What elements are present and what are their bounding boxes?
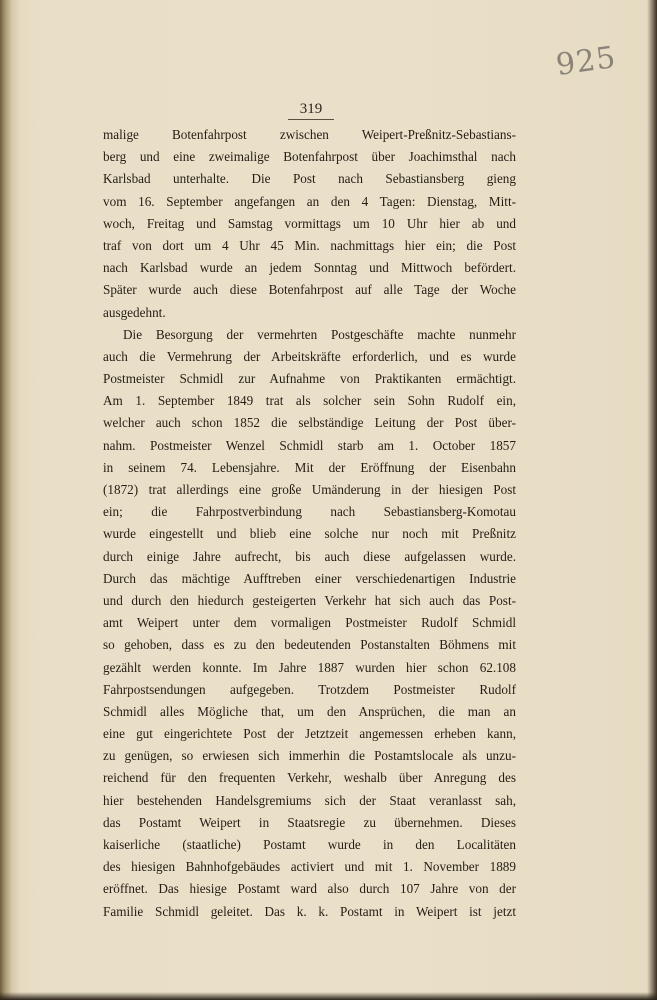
- text-line: berg und eine zweimalige Botenfahrpost über Joachimsthal nach: [103, 149, 516, 165]
- page-number-rule: [288, 119, 334, 120]
- text-line: zu genügen, so erwiesen sich immerhin die Postamtslocale als unzu-: [103, 748, 516, 764]
- text-line: ein; die Fahrpostverbindung nach Sebastiansberg-Komotau: [103, 504, 516, 520]
- text-line: wurde eingestellt und blieb eine solche nur noch mit Preßnitz: [103, 526, 516, 542]
- text-line: eröffnet. Das hiesige Postamt ward also durch 107 Jahre von der: [103, 881, 516, 897]
- text-line: auch die Vermehrung der Arbeitskräfte erforderlich, und es wurde: [103, 348, 516, 364]
- text-line: Fahrpostsendungen aufgegeben. Trotzdem Postmeister Rudolf: [103, 681, 516, 697]
- text-line: so gehoben, dass es zu den bedeutenden Postanstalten Böhmens mit: [103, 637, 516, 653]
- text-line: nach Karlsbad wurde an jedem Sonntag und Mittwoch befördert.: [103, 260, 516, 276]
- page-right-edge: [647, 0, 657, 1000]
- text-line: ausgedehnt.: [103, 304, 166, 320]
- text-line: hier bestehenden Handelsgremiums sich der Staat veranlasst sah,: [103, 792, 516, 808]
- page-bottom-edge: [0, 992, 657, 1000]
- text-line: Am 1. September 1849 trat als solcher sein Sohn Rudolf ein,: [103, 393, 516, 409]
- text-line: kaiserliche (staatliche) Postamt wurde in den Localitäten: [103, 837, 516, 852]
- text-line: Familie Schmidl geleitet. Das k. k. Postamt in Weipert ist jetzt: [103, 903, 516, 919]
- text-line: (1872) trat allerdings eine große Umänderung in der hiesigen Post: [103, 482, 516, 497]
- text-line: vom 16. September angefangen an den 4 Tagen: Dienstag, Mitt-: [103, 193, 516, 209]
- text-line: Schmidl alles Mögliche that, um den Ansprüchen, die man an: [103, 703, 516, 719]
- text-line: Durch das mächtige Aufftreben einer verschiedenartigen Industrie: [103, 570, 516, 586]
- text-line: und durch den hiedurch gesteigerten Verkehr hat sich auch das Post-: [103, 592, 516, 608]
- page-number: 319: [299, 101, 323, 117]
- text-line: woch, Freitag und Samstag vormittags um 10 Uhr hier ab und: [103, 215, 516, 231]
- text-line: amt Weipert unter dem vormaligen Postmeister Rudolf Schmidl: [103, 615, 516, 631]
- text-line: durch einige Jahre aufrecht, bis auch diese aufgelassen wurde.: [103, 548, 516, 564]
- text-line: des hiesigen Bahnhofgebäudes activiert und mit 1. November 1889: [103, 859, 516, 875]
- text-line: in seinem 74. Lebensjahre. Mit der Eröffnung der Eisenbahn: [103, 459, 516, 475]
- text-line: Postmeister Schmidl zur Aufnahme von Praktikanten ermächtigt.: [103, 371, 516, 387]
- text-line: Die Besorgung der vermehrten Postgeschäfte machte nunmehr: [123, 326, 516, 342]
- text-line: Später wurde auch diese Botenfahrpost auf alle Tage der Woche: [103, 282, 516, 298]
- text-line: reichend für den frequenten Verkehr, weshalb über Anregung des: [103, 770, 516, 786]
- handwritten-folio-note: 925: [553, 39, 619, 84]
- page-binding-edge: [0, 0, 20, 1000]
- text-line: Karlsbad unterhalte. Die Post nach Sebastiansberg gieng: [103, 171, 516, 187]
- text-line: malige Botenfahrpost zwischen Weipert-Preßnitz-Sebastians-: [103, 127, 516, 142]
- text-line: das Postamt Weipert in Staatsregie zu übernehmen. Dieses: [103, 814, 516, 830]
- text-line: welcher auch schon 1852 die selbständige Leitung der Post über-: [103, 415, 516, 431]
- text-line: nahm. Postmeister Wenzel Schmidl starb am 1. October 1857: [103, 437, 516, 453]
- text-line: traf von dort um 4 Uhr 45 Min. nachmittags hier ein; die Post: [103, 237, 516, 253]
- text-line: eine gut eingerichtete Post der Jetztzeit angemessen erheben kann,: [103, 726, 516, 742]
- body-text: [103, 124, 516, 923]
- text-line: gezählt werden konnte. Im Jahre 1887 wurden hier schon 62.108: [103, 659, 516, 675]
